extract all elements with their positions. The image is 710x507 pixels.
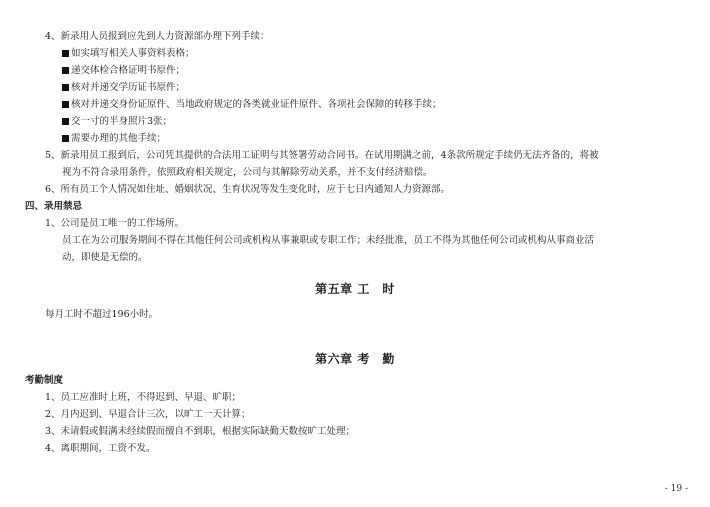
chapter-5-text: 每月工时不超过196小时。 bbox=[45, 309, 159, 320]
prohibition-item-1: 1、公司是员工唯一的工作场所。 bbox=[45, 218, 185, 229]
subitem-4: 核对并递交身份证原件、当地政府规定的各类就业证件原件、各项社会保障的转移手续； bbox=[62, 100, 442, 110]
attendance-item-4: 4、离职期间，工资不发。 bbox=[45, 443, 156, 454]
prohibition-para-line-1: 员工在为公司服务期间不得在其他任何公司或机构从事兼职或专职工作；未经批准，员工不得为其他任何公司或机构从事商业活 bbox=[62, 235, 595, 246]
attendance-subheading: 考勤制度 bbox=[25, 375, 64, 386]
chapter-5-title: 第五章 工 时 bbox=[315, 282, 395, 296]
chapter-6-title: 第六章 考 勤 bbox=[315, 352, 395, 366]
item-4: 4、新录用人员报到应先到人力资源部办理下列手续： bbox=[45, 31, 270, 42]
subitem-3: 核对并递交学历证书原件； bbox=[62, 83, 185, 93]
item-5-line-1: 5、新录用员工报到后，公司凭其提供的合法用工证明与其签署劳动合同书。在试用期满之前，4条款所规定手续仍无法齐备的，将被 bbox=[45, 150, 599, 161]
page-number: - 19 - bbox=[664, 484, 688, 494]
item-5-line-2: 视为不符合录用条件，依照政府相关规定，公司与其解除劳动关系，并不支付经济赔偿。 bbox=[62, 167, 433, 178]
prohibition-para-line-2: 动，即使是无偿的。 bbox=[62, 252, 148, 263]
attendance-item-1: 1、员工应准时上班，不得迟到、早退、旷职； bbox=[45, 392, 242, 403]
item-6: 6、所有员工个人情况如住址、婚姻状况、生育状况等发生变化时，应于七日内通知人力资源部。 bbox=[45, 184, 451, 195]
subitem-1: 如实填写相关人事资料表格； bbox=[62, 49, 195, 59]
section-heading-4: 四、录用禁忌 bbox=[25, 201, 83, 212]
attendance-item-3: 3、未请假或假满未经续假而擅自不到职，根据实际缺勤天数按旷工处理； bbox=[45, 426, 356, 437]
subitem-5: 交一寸的半身照片3张； bbox=[62, 117, 172, 127]
subitem-6: 需要办理的其他手续； bbox=[62, 134, 166, 144]
subitem-2: 递交体检合格证明书原件； bbox=[62, 66, 185, 76]
attendance-item-2: 2、月内迟到、早退合计三次，以旷工一天计算； bbox=[45, 409, 251, 420]
